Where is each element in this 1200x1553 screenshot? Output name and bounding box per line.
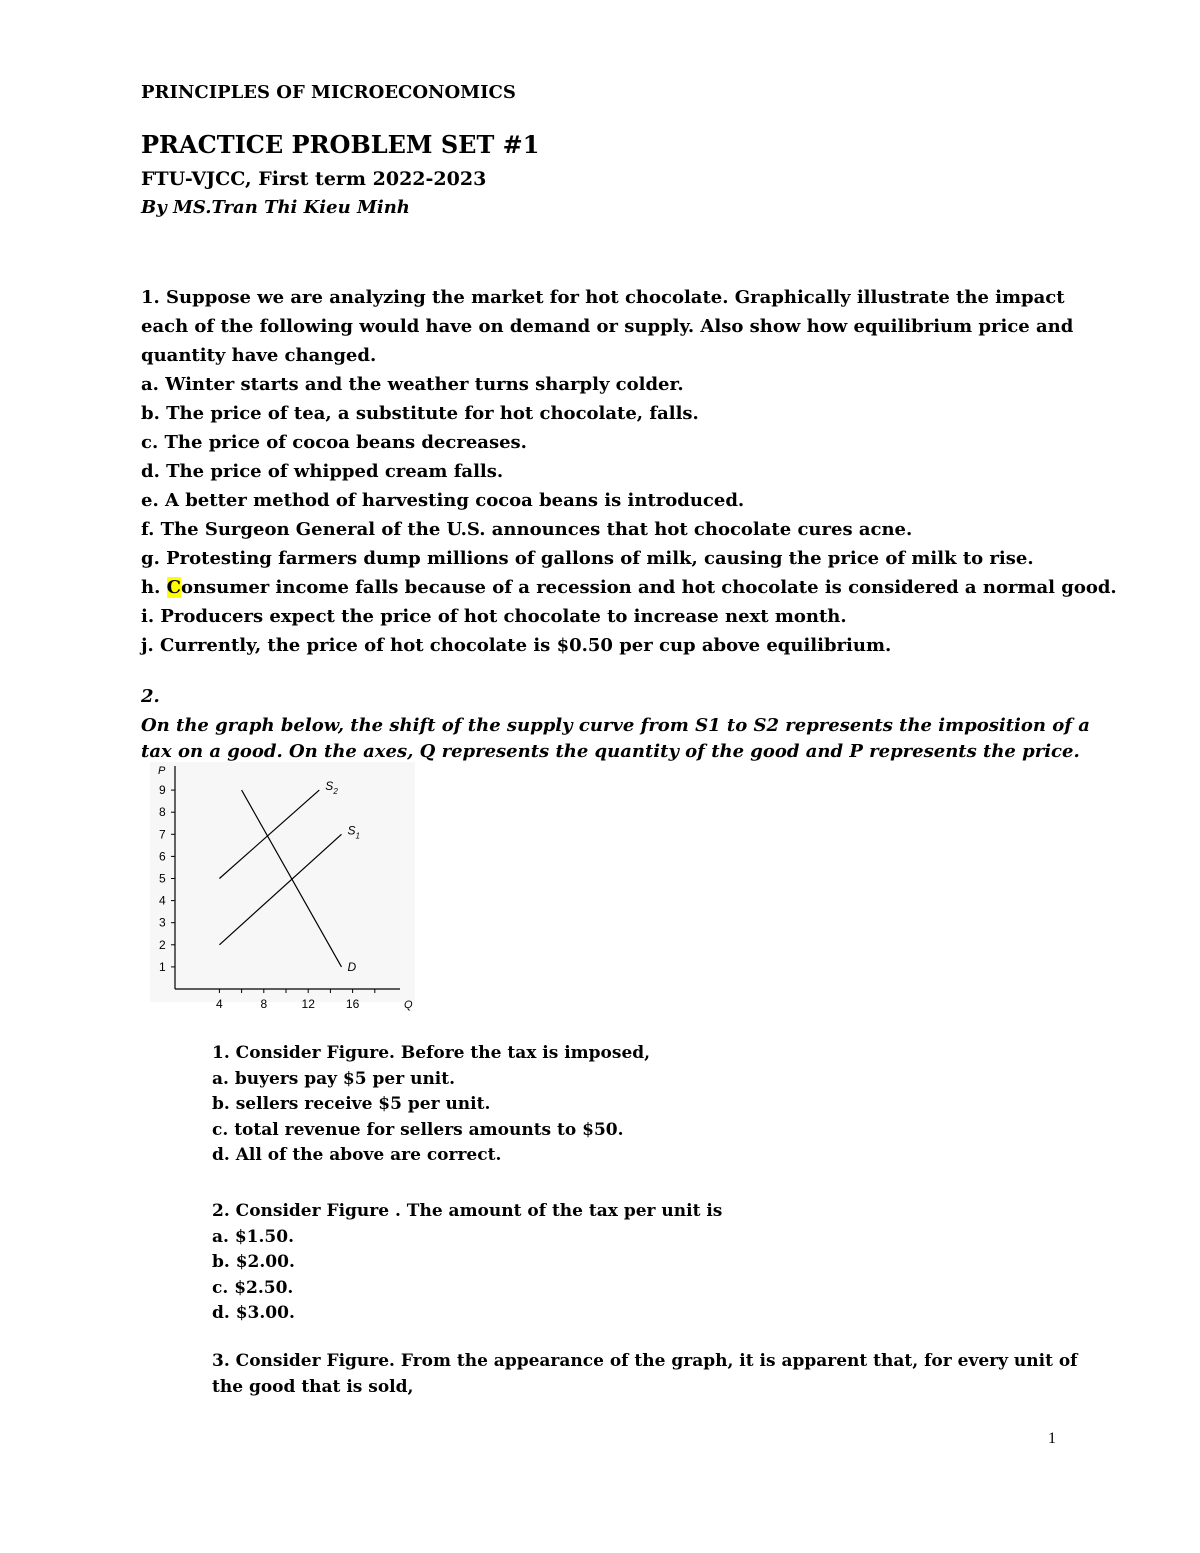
- question-1-item-e: e. A better method of harvesting cocoa beans is introduced.: [141, 490, 745, 511]
- question-1-item-h: [141, 573, 1117, 602]
- answer-option: d. $3.00.: [212, 1303, 295, 1323]
- author-line: By MS.Tran Thi Kieu Minh: [141, 197, 410, 218]
- question-1-item-b: b. The price of tea, a substitute for hot chocolate, falls.: [141, 403, 699, 424]
- question-1-item-i: i. Producers expect the price of hot chocolate to increase next month.: [141, 606, 847, 627]
- item-h-prefix: h.: [141, 577, 167, 598]
- page-number: 1: [1048, 1430, 1056, 1447]
- curve-label-subscript: 2: [333, 787, 338, 797]
- question-1-item-d: d. The price of whipped cream falls.: [141, 461, 504, 482]
- y-tick-label: 7: [159, 827, 166, 842]
- question-2-intro-line: On the graph below, the shift of the supply curve from S1 to S2 represents the imposition of a: [141, 715, 1090, 736]
- question-1-item-a: a. Winter starts and the weather turns sharply colder.: [141, 374, 684, 395]
- curve-label-s1: $S_1$: [347, 823, 360, 841]
- subquestion-stem: 1. Consider Figure. Before the tax is imposed,: [212, 1043, 651, 1063]
- x-tick-label: 4: [216, 997, 223, 1011]
- question-1: [141, 283, 1117, 660]
- question-2-number: 2.: [141, 686, 160, 707]
- answer-option: c. $2.50.: [212, 1277, 294, 1298]
- y-axis-label: P: [158, 765, 166, 777]
- highlighted-letter: C: [166, 577, 181, 598]
- x-tick-label: 16: [345, 997, 360, 1011]
- answer-option: d. All of the above are correct.: [212, 1145, 502, 1165]
- curve-label-subscript: 1: [355, 831, 360, 841]
- subquestion-3: [212, 1349, 1078, 1400]
- answer-option: a. $1.50.: [212, 1226, 295, 1247]
- question-1-item-j: j. Currently, the price of hot chocolate is $0.50 per cup above equilibrium.: [141, 635, 892, 656]
- term-line: FTU-VJCC, First term 2022-2023: [141, 168, 487, 190]
- subquestion-1: [212, 1041, 650, 1169]
- y-tick-label: 5: [159, 871, 166, 886]
- subquestion-stem: 2. Consider Figure . The amount of the tax per unit is: [212, 1201, 723, 1221]
- curve-label-d: D: [347, 959, 357, 974]
- problem-set-title: PRACTICE PROBLEM SET #1: [141, 130, 540, 159]
- y-tick-label: 9: [159, 783, 166, 798]
- y-tick-label: 4: [159, 893, 166, 908]
- answer-option: c. total revenue for sellers amounts to $50.: [212, 1119, 624, 1140]
- subquestion-stem-continued: the good that is sold,: [212, 1376, 414, 1397]
- question-1-item-f: f. The Surgeon General of the U.S. announces that hot chocolate cures acne.: [141, 519, 913, 540]
- x-tick-label: 12: [301, 997, 315, 1011]
- supply-demand-graph: [150, 762, 420, 1012]
- y-tick-label: 2: [159, 937, 166, 952]
- question-2-intro: [141, 713, 1090, 765]
- course-title: PRINCIPLES OF MICROECONOMICS: [141, 82, 516, 103]
- x-axis-label: Q: [404, 999, 413, 1011]
- answer-option: b. $2.00.: [212, 1252, 295, 1272]
- y-tick-label: 6: [159, 849, 166, 864]
- subquestion-2: [212, 1199, 722, 1327]
- x-tick-label: 8: [260, 997, 268, 1011]
- graph-background: [150, 762, 415, 1002]
- answer-option: b. sellers receive $5 per unit.: [212, 1094, 491, 1114]
- item-h-rest: onsumer income falls because of a recession and hot chocolate is considered a normal good.: [180, 577, 1117, 598]
- question-2-intro-line: tax on a good. On the axes, Q represents the quantity of the good and P represents the price.: [141, 741, 1080, 762]
- question-1-item-g: g. Protesting farmers dump millions of gallons of milk, causing the price of milk to rise.: [141, 548, 1034, 569]
- y-tick-label: 1: [159, 959, 166, 974]
- question-1-item-c: c. The price of cocoa beans decreases.: [141, 432, 527, 453]
- curve-label-s2: $S_2$: [325, 779, 338, 797]
- question-1-stem-line: quantity have changed.: [141, 345, 377, 366]
- answer-option: a. buyers pay $5 per unit.: [212, 1068, 456, 1089]
- question-1-stem-line: 1. Suppose we are analyzing the market for hot chocolate. Graphically illustrate the impact: [141, 287, 1065, 308]
- y-tick-label: 3: [159, 915, 166, 930]
- y-tick-label: 8: [159, 805, 166, 820]
- question-1-stem-line: each of the following would have on demand or supply. Also show how equilibrium price and: [141, 316, 1074, 337]
- subquestion-stem: 3. Consider Figure. From the appearance of the graph, it is apparent that, for every unit of: [212, 1351, 1078, 1371]
